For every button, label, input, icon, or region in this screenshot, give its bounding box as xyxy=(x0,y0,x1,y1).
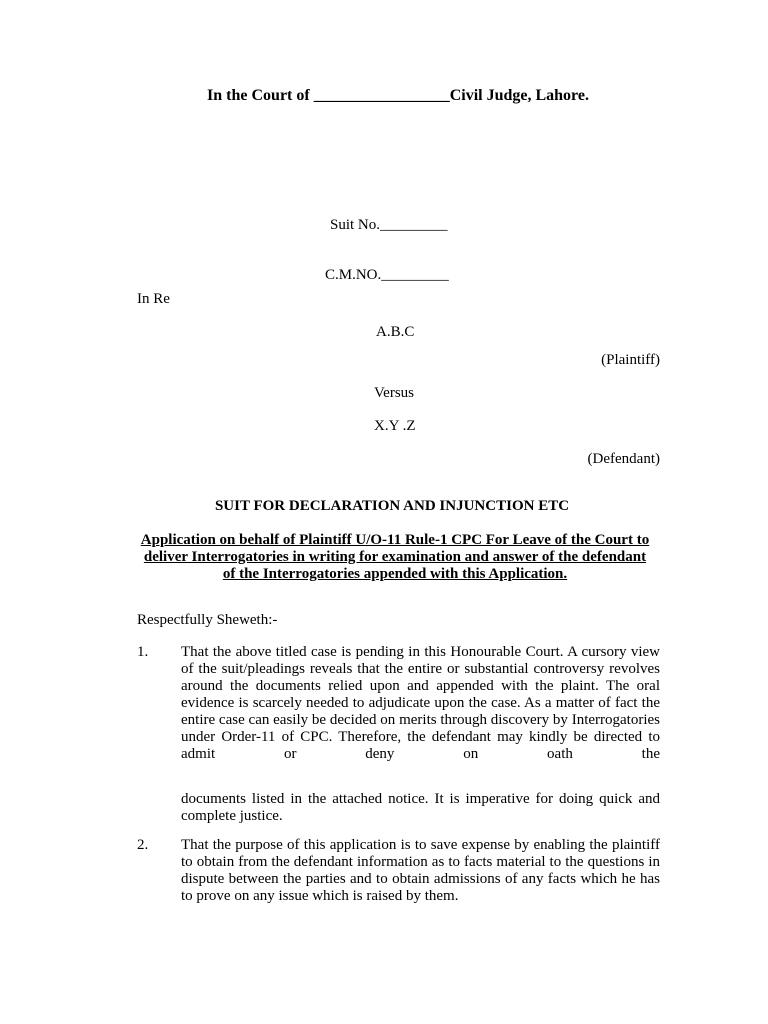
plaintiff-name: A.B.C xyxy=(376,324,415,340)
defendant-name: X.Y .Z xyxy=(374,418,416,434)
paragraph-number: 1. xyxy=(137,644,149,660)
salutation: Respectfully Sheweth:- xyxy=(137,612,278,628)
paragraph-number: 2. xyxy=(137,837,149,853)
application-title: Application on behalf of Plaintiff U/O-11 Rule-1 CPC For Leave of the Court to deliver Interrogatories in writing for examination and answer of the defendant of the Interrogatories appended with this Application. xyxy=(140,532,650,582)
in-re-label: In Re xyxy=(137,291,170,307)
suit-heading: SUIT FOR DECLARATION AND INJUNCTION ETC xyxy=(214,498,570,514)
plaintiff-label: (Plaintiff) xyxy=(601,352,660,368)
court-title: In the Court of _________________Civil Judge, Lahore. xyxy=(207,87,589,104)
paragraph-text: That the above titled case is pending in this Honourable Court. A cursory view of the suit/pleadings reveals that the entire or substantial controversy revolves around the documents relied upon and appended with the plaint. The oral evidence is scarcely needed to adjudicate upon the case. As a matter of fact the entire case can easily be decided on merits through discovery by Interrogatories under Order-11 of CPC. Therefore, the defendant may kindly be directed to admit or deny on oath the xyxy=(181,644,660,762)
cm-number: C.M.NO._________ xyxy=(325,267,449,283)
versus-label: Versus xyxy=(374,385,414,401)
paragraph-text: That the purpose of this application is to save expense by enabling the plaintiff to obtain from the defendant information as to facts material to the questions in dispute between the parties and to obtain admissions of any facts which he has to prove on any issue which is raised by them. xyxy=(181,837,660,904)
defendant-label: (Defendant) xyxy=(587,451,660,467)
paragraph-text-continued: documents listed in the attached notice. It is imperative for doing quick and complete justice. xyxy=(181,791,660,824)
suit-number: Suit No._________ xyxy=(330,217,448,233)
